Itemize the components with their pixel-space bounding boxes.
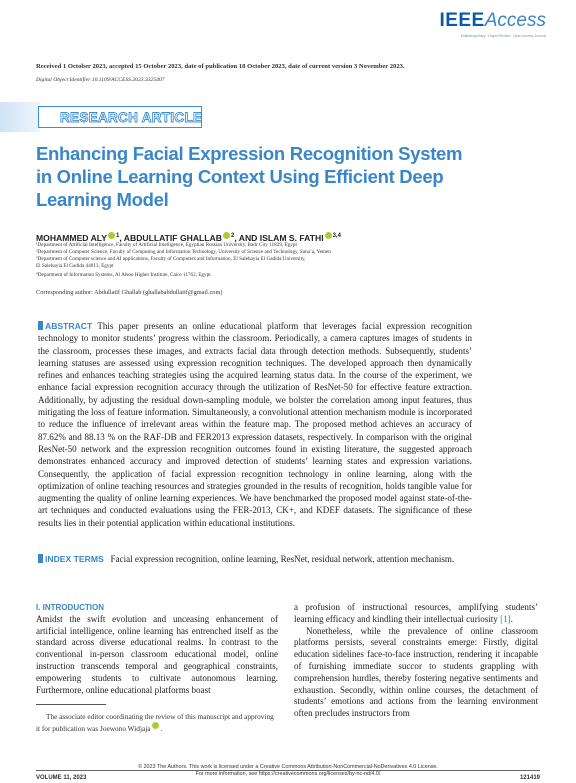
abstract-text: This paper presents an online educational platform that leverages facial expression recognition technology to monitor students’ progress within the classroom. Periodically, a camera captures images of students in the classroom, processes these images, and extracts facial data through detection methods. Subsequently, students’ learning statuses are assessed using expression recognition techniques. The developed approach then dynamically refines and enhances teaching strategies using the acquired learning status data. In the course of the experiment, we enhance facial expression recognition accuracy through the utilization of ResNet-50 for effective feature extraction. Additionally, by adjusting the residual down-sampling module, we bolster the correlation among input features, thus mitigating the loss of feature information. Simultaneously, a convolutional attention mechanism module is incorporated to reduce the influence of irrelevant areas within the feature map. The proposed method achieves an accuracy of 87.62% and 88.13 % on the RAF-DB and FER2013 expression datasets, respectively. In comparison with the original ResNet-50 network and the expression recognition outcomes found in existing literature, the suggested approach demonstrates enhanced accuracy and improved detection of students’ learning states and expression variations. Consequently, the application of facial expression recognition technology in online learning, along with the optimization of online teaching resources and strategies grounded in the results of recognition, holds tangible value for augmenting the quality of online learning experiences. We have benchmarked the proposed model against state-of-the-art techniques and conducted evaluations using the FER-2013, CK+, and KDEF datasets. The significance of these results lies in their potential application within educational institutions. — [38, 321, 472, 528]
article-type: RESEARCH ARTICLE — [60, 110, 203, 125]
section-heading: I. INTRODUCTION — [36, 603, 104, 612]
affiliation: ²Department of Computer Science, Faculty of Computing and Information Technology, University of Science and Technology, Sana’a, Yemen — [36, 249, 331, 255]
orcid-icon[interactable] — [152, 722, 159, 729]
sentence-end: . — [510, 613, 513, 624]
index-terms-text: Facial expression recognition, online learning, ResNet, residual network, attention mechanism. — [110, 554, 455, 564]
author-affil-number: 2 — [230, 233, 235, 240]
orcid-icon[interactable] — [325, 232, 332, 239]
logo-tagline: Multidisciplinary : Rapid Review : Open Access Journal — [460, 34, 546, 38]
article-type-banner — [0, 102, 210, 132]
index-terms-label: INDEX TERMS — [45, 554, 104, 564]
intro-paragraph: Nonetheless, while the prevalence of online classroom platforms persists, several constraints emerge: Firstly, digital education sidelines face-to-face instruction, rendering it incapable of furnishing immediate succor to students grappling with comprehension hurdles, thereby fostering negative sentiments and exhaustion. Secondly, within online courses, the detachment of students’ emotions and actions from the learning environment often precludes instructors from — [294, 625, 538, 719]
publication-dates: Received 1 October 2023, accepted 15 October 2023, date of publication 18 October 2023, date of current version 3 November 2023. — [36, 63, 405, 70]
logo-access: Access — [484, 10, 546, 31]
license-link[interactable]: For more information, see https://creativecommons.org/licenses/by-nc-nd/4.0/ — [195, 771, 381, 777]
footnote-divider — [36, 704, 106, 705]
banner-gradient — [0, 102, 40, 132]
intro-paragraph: Amidst the swift evolution and unceasing enhancement of artificial intelligence, online learning has entrenched itself as the standard across diverse educational realms. In contrast to the conventional in-person classroom educational model, online instruction transcends temporal and geographical constraints, empowering students to cultivate autonomous learning. Furthermore, online educational platforms boast — [36, 613, 278, 695]
page-number: 121419 — [519, 775, 540, 781]
abstract — [38, 320, 472, 529]
editor-footnote: The associate editor coordinating the review of this manuscript and approving it for publication was Joewono Widjaja . — [36, 712, 274, 733]
intro-left-column — [36, 602, 278, 696]
corresponding-author: Corresponding author: Abdullatif Ghallab (ghallababdullatif@gmail.com) — [36, 289, 223, 296]
author-name: , ABDULLATIF GHALLAB — [119, 233, 222, 243]
affiliation: El Salehayia El Gadida 44813, Egypt — [36, 263, 114, 269]
author-name: MOHAMMED ALY — [36, 233, 107, 243]
author-name: , AND ISLAM S. FATHI — [234, 233, 324, 243]
author-affil-number: 3,4 — [332, 233, 341, 240]
intro-paragraph-continued: a profusion of instructional resources, amplifying students’ learning efficacy and kindling their intellectual curiosity — [294, 602, 538, 624]
index-terms — [38, 553, 472, 565]
orcid-icon[interactable] — [108, 232, 115, 239]
orcid-icon[interactable] — [223, 232, 230, 239]
footnote-text: The associate editor coordinating the review of this manuscript and approving it for publication was Joewono Widjaja — [36, 712, 274, 733]
abstract-label: ABSTRACT — [45, 321, 93, 331]
intro-right-column — [294, 602, 538, 720]
volume: VOLUME 11, 2023 — [36, 775, 87, 781]
citation-link[interactable]: [1] — [500, 613, 511, 624]
affiliation: ³Department of Computer science and AI applications, Faculty of Computers and Information, El Salehayia El Gadida University, — [36, 256, 306, 262]
author-affil-number: 1 — [115, 233, 120, 240]
affiliation: ¹Department of Artificial Intelligence, Faculty of Artificial Intelligence, Egyptian Russian University, Badr City 11829, Egypt — [36, 242, 297, 248]
affiliation: ⁴Department of Information Systems, Al Alson Higher Institute, Cairo 11762, Egypt — [36, 272, 211, 278]
license-notice: © 2023 The Authors. This work is licensed under a Creative Commons Attribution-NonCommercial-NoDerivatives 4.0 License. — [138, 764, 438, 770]
doi: Digital Object Identifier 10.1109/ACCESS.2023.3325407 — [36, 77, 165, 83]
paper-title: Enhancing Facial Expression Recognition System in Online Learning Context Using Efficient Deep Learning Model — [36, 143, 463, 210]
journal-logo — [439, 10, 546, 38]
abstract-marker — [38, 321, 43, 330]
index-terms-marker — [38, 554, 43, 563]
logo-ieee: IEEE — [439, 10, 485, 31]
